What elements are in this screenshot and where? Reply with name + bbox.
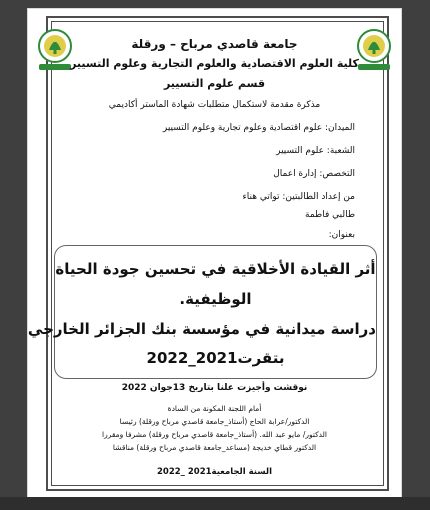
thesis-title-line-2: الوظيفية.	[179, 290, 252, 308]
thesis-location-year: بتقرت2021_2022	[146, 349, 285, 367]
academic-year: السنة الجامعية2021 _2022	[156, 467, 272, 477]
field-line: الميدان: علوم اقتصادية وعلوم تجارية وعلوم التسيير	[162, 123, 355, 133]
faculty-name: كلية العلوم الاقتصادية والعلوم التجارية وعلوم التسيير	[70, 57, 359, 70]
viewer-bottom-bar	[0, 497, 430, 510]
committee-member-examiner: الدكتور قطاي خديجة (مساعد_جامعة قاصدي مرباح ورقلة) مناقشا	[112, 443, 317, 452]
defense-date: نوقشت وأجيزت علنا بتاريخ 13جوان 2022	[121, 383, 308, 393]
students-line-2: طالبي فاطمة	[305, 210, 355, 220]
thesis-title-line-1: أثر القيادة الأخلاقية في تحسين جودة الحياة	[55, 260, 376, 278]
branch-line: الشعبة: علوم التسيير	[276, 146, 355, 156]
committee-member-supervisor: الدكتور/ مايو عبد الله. (أستاذ_جامعة قاصدي مرباح ورقلة) مشرفا ومقررا	[102, 430, 327, 439]
memo-statement: مذكرة مقدمة لاستكمال متطلبات شهادة الماستر أكاديمي	[108, 100, 321, 110]
thesis-subtitle: دراسة ميدانية في مؤسسة بنك الجزائر الخارجي	[27, 320, 376, 338]
university-name: جامعة قاصدي مرباح – ورقلة	[131, 37, 298, 51]
document-page	[27, 8, 402, 498]
thesis-title-box	[27, 245, 377, 379]
title-label: بعنوان:	[328, 230, 355, 240]
committee-member-president: الدكتور/عرابة الحاج (أستاذ_جامعة قاصدي مرباح ورقلة) رئيسا	[119, 417, 310, 426]
committee-intro: أمام اللجنة المكونة من السادة	[167, 404, 262, 413]
specialty-line: التخصص: إدارة اعمال	[273, 169, 355, 179]
students-line: من إعداد الطالبتين: تواتي هناء	[242, 192, 355, 202]
department-name: قسم علوم التسيير	[163, 77, 266, 90]
